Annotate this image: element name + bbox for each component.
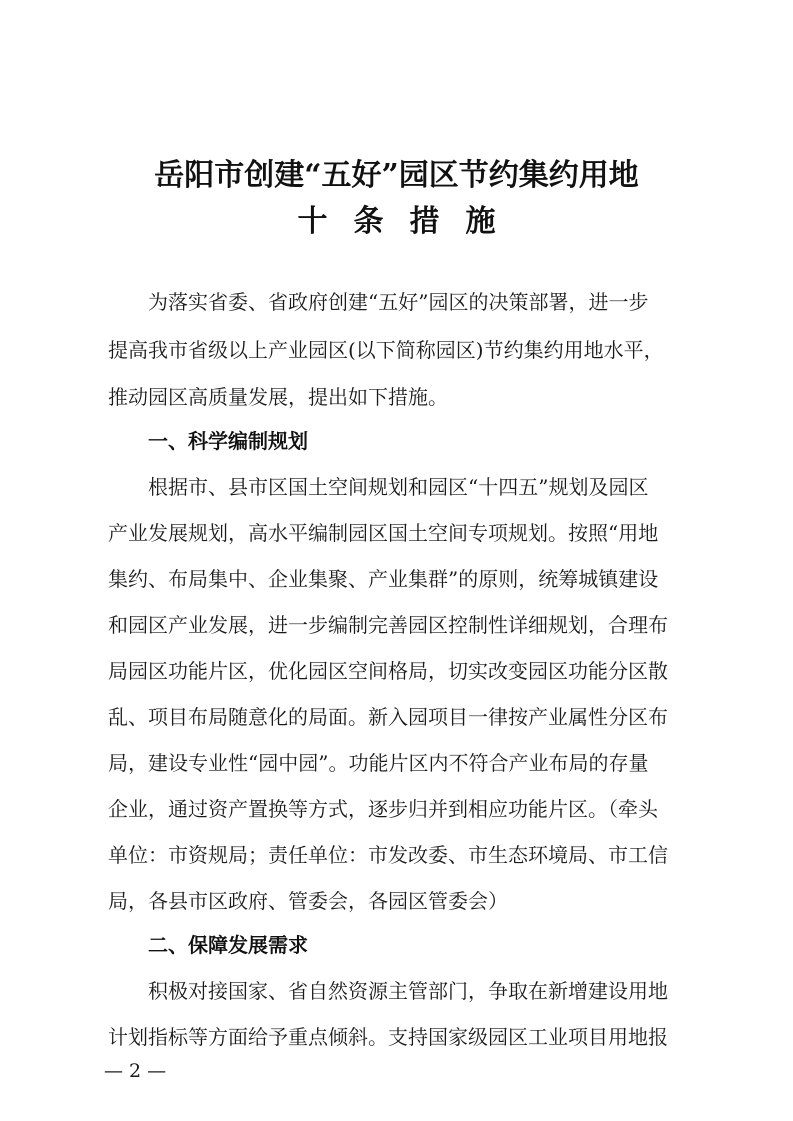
intro-paragraph-line: 推动园区高质量发展，提出如下措施。 bbox=[108, 385, 448, 409]
section-1-paragraph-line: 和园区产业发展，进一步编制完善园区控制性详细规划，合理布 bbox=[108, 613, 668, 637]
document-title-line-2: 十条措施 bbox=[297, 204, 522, 239]
section-heading: 一、科学编制规划 bbox=[148, 429, 308, 453]
page-number: — 2 — bbox=[104, 1060, 167, 1082]
section-1-paragraph-line: 局园区功能片区，优化园区空间格局，切实改变园区功能分区散 bbox=[108, 659, 668, 683]
section-1-paragraph-line: 局，各县市区政府、管委会，各园区管委会） bbox=[108, 889, 508, 913]
section-1-paragraph-line: 产业发展规划，高水平编制园区国土空间专项规划。按照“用地 bbox=[108, 521, 659, 545]
section-2-paragraph-line: 计划指标等方面给予重点倾斜。支持国家级园区工业项目用地报 bbox=[108, 1025, 668, 1049]
section-1-paragraph-line: 根据市、县市区国土空间规划和园区“十四五”规划及园区 bbox=[148, 475, 649, 499]
section-1-paragraph-line: 集约、布局集中、企业集聚、产业集群”的原则，统筹城镇建设 bbox=[108, 567, 659, 591]
section-1-paragraph-line: 单位：市资规局；责任单位：市发改委、市生态环境局、市工信 bbox=[108, 843, 668, 867]
document-title-line-1: 岳阳市创建“五好”园区节约集约用地 bbox=[154, 158, 639, 193]
section-heading: 二、保障发展需求 bbox=[148, 933, 308, 957]
section-2-paragraph-line: 积极对接国家、省自然资源主管部门，争取在新增建设用地 bbox=[148, 979, 668, 1003]
section-1-paragraph-line: 企业，通过资产置换等方式，逐步归并到相应功能片区。（牵头 bbox=[108, 797, 658, 821]
section-1-paragraph-line: 乱、项目布局随意化的局面。新入园项目一律按产业属性分区布 bbox=[108, 705, 668, 729]
section-1-paragraph-line: 局，建设专业性“园中园”。功能片区内不符合产业布局的存量 bbox=[108, 751, 649, 775]
intro-paragraph-line: 提高我市省级以上产业园区(以下简称园区)节约集约用地水平， bbox=[108, 338, 664, 362]
intro-paragraph-line: 为落实省委、省政府创建“五好”园区的决策部署，进一步 bbox=[148, 290, 649, 314]
